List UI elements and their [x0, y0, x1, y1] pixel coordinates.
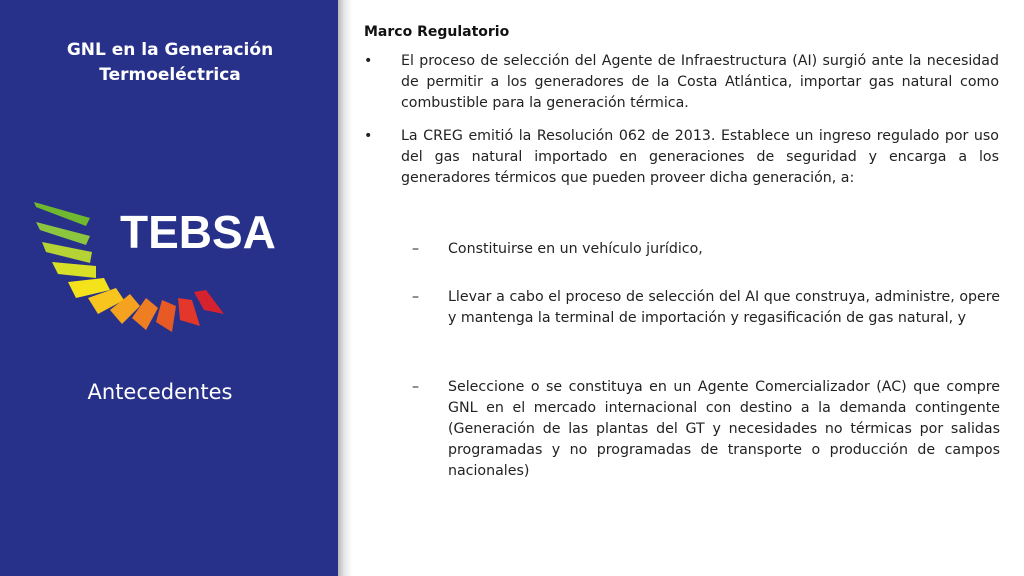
sub-bullet-text: Seleccione o se constituya en un Agente Comercializador (AC) que compre GNL en el mercado internacional con destino a la demanda contingente (Generación de las plantas del GT y necesidades no térmicas por salidas programadas y no programadas de transporte o producción de campos nacionales) [448, 379, 1000, 479]
bullet-text: El proceso de selección del Agente de Infraestructura (AI) surgió ante la necesidad de permitir a los generadores de la Costa Atlántica, importar gas natural como combustible para la generación térmica. [401, 53, 999, 111]
sub-bullet-text: Llevar a cabo el proceso de selección del AI que construya, administre, opere y mantenga la terminal de importación y regasificación de gas natural, y [448, 289, 1000, 326]
sidebar-title-line2: Termoeléctrica [99, 65, 241, 85]
dash-marker: – [412, 289, 420, 305]
bullet-text: La CREG emitió la Resolución 062 de 2013. Establece un ingreso regulado por uso del gas natural importado en generaciones de seguridad y encarga a los generadores térmicos que pueden proveer dicha generación, a: [401, 128, 999, 186]
panel-shadow [338, 0, 352, 576]
section-heading: Marco Regulatorio [364, 24, 510, 40]
sidebar-panel [0, 0, 338, 576]
sidebar-title [40, 38, 300, 88]
logo-text: TEBSA [120, 206, 276, 258]
bullet-marker: • [364, 128, 373, 144]
sidebar-title-line1: GNL en la Generación [66, 40, 274, 60]
tebsa-logo [28, 190, 298, 340]
bullet-marker: • [364, 53, 373, 69]
sidebar-subtitle: Antecedentes [87, 380, 233, 404]
sub-bullet-text: Constituirse en un vehículo jurídico, [448, 241, 703, 257]
dash-marker: – [412, 379, 420, 395]
dash-marker: – [412, 241, 420, 257]
main-content [364, 0, 1004, 576]
